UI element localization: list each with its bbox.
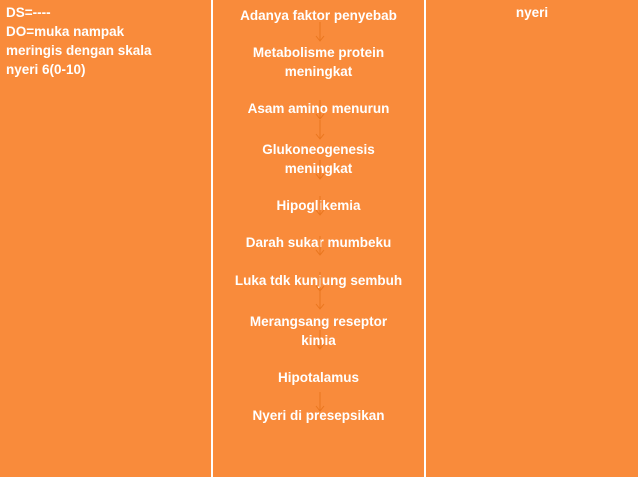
do-line-3: nyeri 6(0-10): [6, 62, 86, 77]
diagnosis-label: nyeri: [515, 5, 549, 20]
step-merangsang-reseptor: Merangsang reseptor kimia: [249, 314, 388, 348]
flow-arrow-icon: [315, 330, 325, 350]
flow-arrow-icon: [315, 290, 325, 310]
ds-line: DS=----: [6, 5, 51, 20]
flow-arrow-icon: [315, 100, 325, 120]
do-line-2: meringis dengan skala: [6, 43, 152, 58]
flow-arrow-icon: [315, 272, 325, 292]
flow-arrow-icon: [315, 236, 325, 256]
step-asam-amino: Asam amino menurun: [247, 101, 390, 116]
step-faktor-penyebab: Adanya faktor penyebab: [240, 8, 397, 23]
step-glukoneogenesis: Glukoneogenesis meningkat: [262, 142, 375, 176]
step-darah-sukar-membeku: Darah sukar mumbeku: [245, 235, 392, 250]
do-line: DO=muka nampak: [6, 24, 125, 39]
step-metabolisme-protein: Metabolisme protein meningkat: [252, 45, 385, 79]
step-hipotalamus: Hipotalamus: [277, 370, 359, 385]
flow-arrow-icon: [315, 160, 325, 180]
flow-arrow-icon: [315, 392, 325, 412]
step-hipoglikemia: Hipoglikemia: [276, 198, 361, 213]
flow-arrow-icon: [315, 196, 325, 216]
data-cell: [0, 0, 211, 477]
diagnosis-cell: [426, 0, 638, 477]
flow-arrow-icon: [315, 120, 325, 140]
step-nyeri-dipresepsikan: Nyeri di presepsikan: [252, 408, 385, 423]
flow-arrow-icon: [315, 22, 325, 42]
step-luka: Luka tdk kunjung sembuh: [234, 273, 403, 288]
